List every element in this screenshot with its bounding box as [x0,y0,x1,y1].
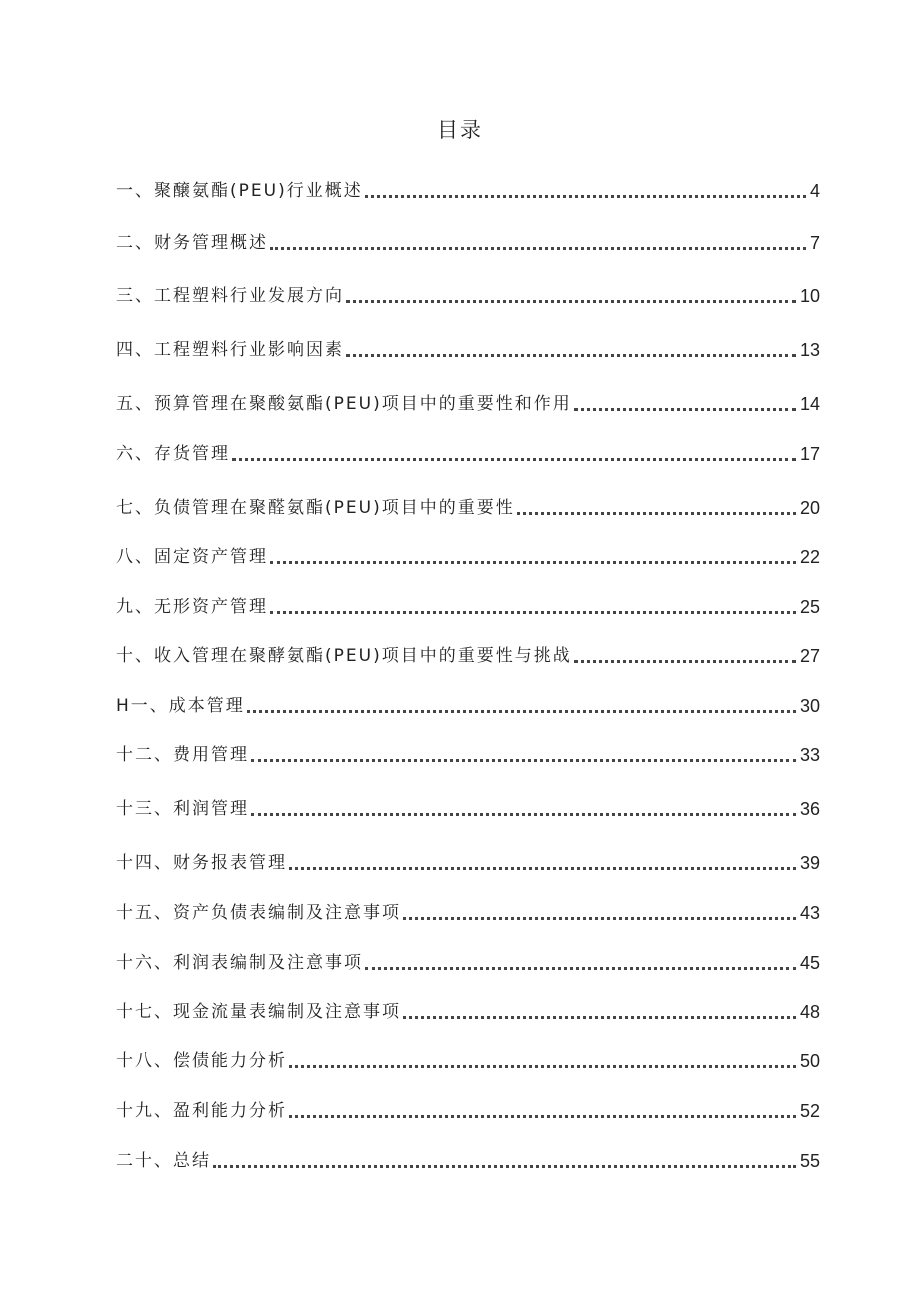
toc-entry-label: 十九、盈利能力分析 [116,1101,287,1121]
toc-entry[interactable] [116,336,820,364]
toc-leader-dots [232,458,796,461]
toc-entry-page: 4 [809,181,820,201]
toc-entry-page: 48 [799,1002,820,1022]
toc-leader-dots [270,561,796,564]
toc-leader-dots [251,813,796,816]
toc-entry-page: 45 [799,953,820,973]
toc-entry-page: 22 [799,547,820,567]
toc-entry-page: 39 [799,853,820,873]
toc-leader-dots [247,710,796,713]
toc-leader-dots [289,1065,796,1068]
toc-entry-page: 17 [799,444,820,464]
toc-entry-label: 十五、资产负债表编制及注意事项 [116,903,401,923]
toc-entry-label: 十二、费用管理 [116,745,249,765]
toc-entry-label: 十八、偿债能力分析 [116,1051,287,1071]
toc-entry-label: 九、无形资产管理 [116,597,268,617]
toc-entry-page: 36 [799,799,820,819]
toc-entry-label: 三、工程塑料行业发展方向 [116,286,344,306]
toc-entry-label: 五、预算管理在聚酸氨酯(PEU)项目中的重要性和作用 [116,394,572,414]
toc-leader-dots [517,512,796,515]
toc-leader-dots [365,195,806,198]
toc-entry-page: 13 [799,340,820,360]
toc-entry-page: 25 [799,597,820,617]
toc-entry-page: 20 [799,498,820,518]
toc-leader-dots [346,354,796,357]
toc-entry[interactable] [116,390,820,418]
toc-entry-label: 二、财务管理概述 [116,233,268,253]
toc-leader-dots [346,300,796,303]
toc-entry-page: 50 [799,1051,820,1071]
toc-leader-dots [289,867,796,870]
toc-entry-label: 八、固定资产管理 [116,547,268,567]
toc-entry[interactable] [116,1147,820,1175]
toc-leader-dots [289,1115,796,1118]
toc-entry[interactable] [116,1047,820,1075]
toc-entry[interactable] [116,282,820,310]
toc-entry-label: 十六、利润表编制及注意事项 [116,953,363,973]
toc-entry[interactable] [116,543,820,571]
toc-entry[interactable] [116,998,820,1026]
toc-entry-label: 十四、财务报表管理 [116,853,287,873]
toc-entry-label: 十、收入管理在聚酵氨酯(PEU)项目中的重要性与挑战 [116,646,572,666]
toc-entry-label: 二十、总结 [116,1151,211,1171]
toc-entry[interactable] [116,849,820,877]
toc-entry-label: 七、负债管理在聚醛氨酯(PEU)项目中的重要性 [116,498,515,518]
toc-entry-page: 7 [809,233,820,253]
toc-entry[interactable] [116,494,820,522]
toc-leader-dots [403,1016,796,1019]
toc-entry-page: 33 [799,745,820,765]
toc-entry-label: 一、聚醸氨酯(PEU)行业概述 [116,181,363,201]
toc-leader-dots [403,917,796,920]
toc-entry[interactable] [116,593,820,621]
toc-leader-dots [365,967,796,970]
toc-entry-label: 四、工程塑料行业影响因素 [116,340,344,360]
toc-entry-page: 43 [799,903,820,923]
toc-leader-dots [213,1165,796,1168]
toc-leader-dots [574,660,796,663]
toc-entry-page: 10 [799,286,820,306]
toc-entry-page: 14 [799,394,820,414]
toc-entry[interactable] [116,177,820,205]
toc-entry[interactable] [116,642,820,670]
toc-leader-dots [574,408,796,411]
toc-entry-label: H一、成本管理 [116,696,245,716]
toc-entry[interactable] [116,440,820,468]
toc-entry[interactable] [116,229,820,257]
toc-entry-page: 30 [799,696,820,716]
toc-entry[interactable] [116,741,820,769]
toc-entry-label: 十三、利润管理 [116,799,249,819]
toc-entry-label: 六、存货管理 [116,444,230,464]
toc-leader-dots [270,611,796,614]
toc-entry-page: 27 [799,646,820,666]
toc-title: 目录 [437,118,483,142]
toc-entry-page: 52 [799,1101,820,1121]
toc-leader-dots [251,759,796,762]
toc-entry[interactable] [116,795,820,823]
toc-leader-dots [270,247,806,250]
toc-entry[interactable] [116,1097,820,1125]
toc-entry[interactable] [116,899,820,927]
toc-entry[interactable] [116,692,820,720]
toc-entry-label: 十七、现金流量表编制及注意事项 [116,1002,401,1022]
toc-entry[interactable] [116,949,820,977]
toc-entry-page: 55 [799,1151,820,1171]
